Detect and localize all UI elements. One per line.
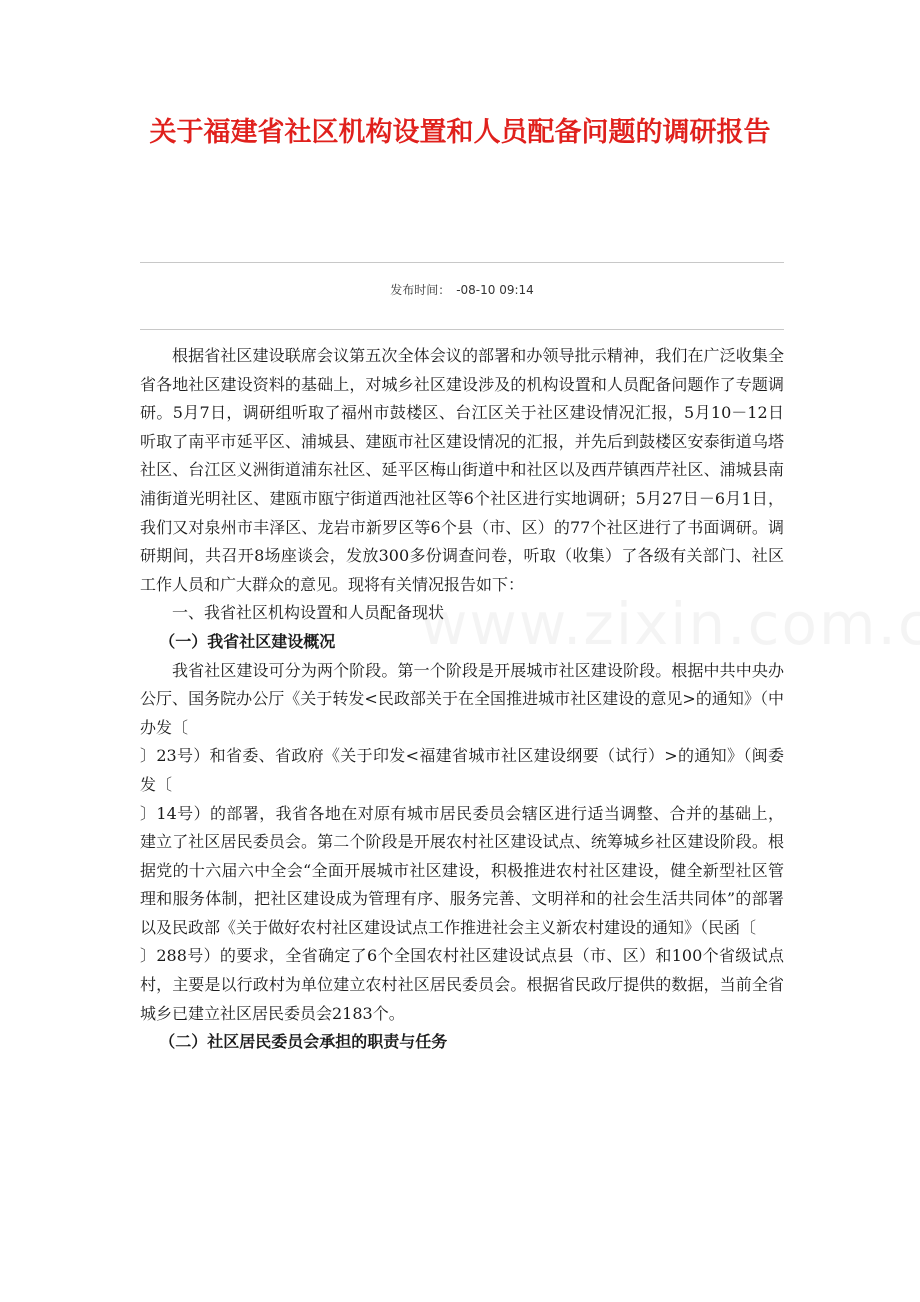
publish-info [140,281,784,299]
article-title: 关于福建省社区机构设置和人员配备问题的调研报告 [149,117,771,148]
paragraph-overview-2: 〕23号）和省委、省政府《关于印发<福建省城市社区建设纲要（试行）>的通知》（闽委发〔 [140,746,784,794]
header-divider-top [140,262,784,263]
section-heading-1: 一、我省社区机构设置和人员配备现状 [172,603,445,623]
paragraph-overview-4: 〕288号）的要求，全省确定了6个全国农村社区建设试点县（市、区）和100个省级试点村，主要是以行政村为单位建立农村社区居民委员会。根据省民政厅提供的数据，当前全省城乡已建立社区居民委员会2183个。 [140,946,784,1023]
publish-time: -08-10 09:14 [456,283,534,297]
article-body [140,342,784,1057]
paragraph-intro: 根据省社区建设联席会议第五次全体会议的部署和办领导批示精神，我们在广泛收集全省各地社区建设资料的基础上，对城乡社区建设涉及的机构设置和人员配备问题作了专题调研。5月7日，调研组听取了福州市鼓楼区、台江区关于社区建设情况汇报，5月10－12日听取了南平市延平区、浦城县、建瓯市社区建设情况的汇报，并先后到鼓楼区安泰街道乌塔社区、台江区义洲街道浦东社区、延平区梅山街道中和社区以及西芹镇西芹社区、浦城县南浦街道光明社区、建瓯市瓯宁街道西池社区等6个社区进行实地调研；5月27日－6月1日，我们又对泉州市丰泽区、龙岩市新罗区等6个县（市、区）的77个社区进行了书面调研。调研期间，共召开8场座谈会，发放300多份调查问卷，听取（收集）了各级有关部门、社区工作人员和广大群众的意见。现将有关情况报告如下： [140,346,784,594]
paragraph-overview-1: 我省社区建设可分为两个阶段。第一个阶段是开展城市社区建设阶段。根据中共中央办公厅、国务院办公厅《关于转发<民政部关于在全国推进城市社区建设的意见>的通知》（中办发〔 [140,660,784,737]
publish-label: 发布时间： [390,283,451,297]
paragraph-overview-3: 〕14号）的部署，我省各地在对原有城市居民委员会辖区进行适当调整、合并的基础上，建立了社区居民委员会。第二个阶段是开展农村社区建设试点、统筹城乡社区建设阶段。根据党的十六届六中全会“全面开展城市社区建设，积极推进农村社区建设，健全新型社区管理和服务体制，把社区建设成为管理有序、服务完善、文明祥和的社会生活共同体”的部署以及民政部《关于做好农村社区建设试点工作推进社会主义新农村建设的通知》（民函〔 [140,803,784,937]
subsection-heading-1: （一）我省社区建设概况 [159,631,336,651]
header-divider-bottom [140,329,784,330]
subsection-heading-2: （二）社区居民委员会承担的职责与任务 [159,1032,448,1052]
